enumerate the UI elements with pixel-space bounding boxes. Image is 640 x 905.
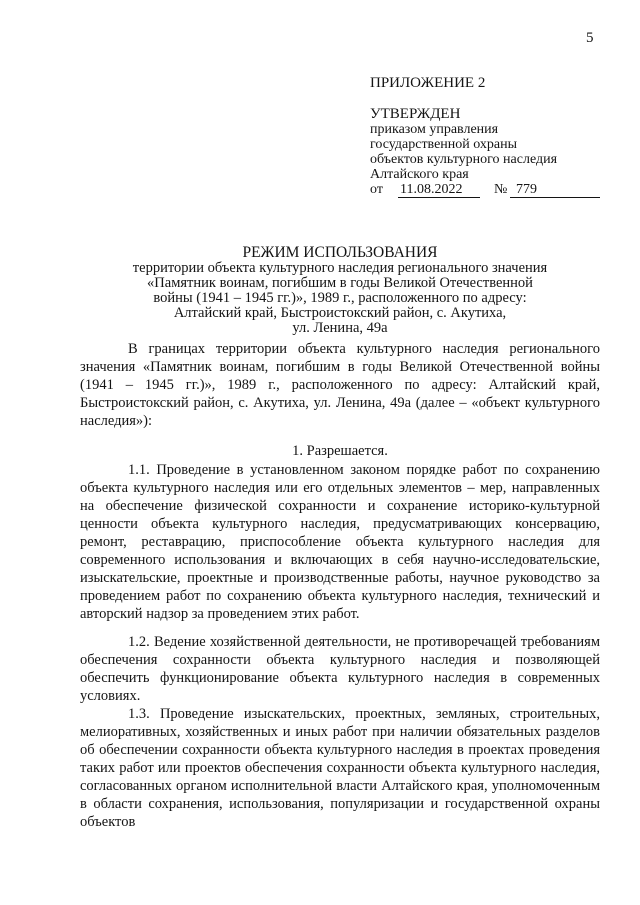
title-heading: РЕЖИМ ИСПОЛЬЗОВАНИЯ — [242, 244, 438, 261]
title-line: Алтайский край, Быстроистокский район, с. Акутиха, — [173, 305, 507, 321]
approval-line: объектов культурного наследия — [370, 152, 558, 167]
approved-label: УТВЕРЖДЕН — [370, 106, 461, 122]
from-label: от — [370, 182, 383, 197]
section-heading: 1. Разрешается. — [292, 443, 388, 459]
approval-line: Алтайского края — [370, 167, 469, 182]
paragraph-1-1: 1.1. Проведение в установленном законом порядке работ по сохранению объекта культурного наследия или его отдельных элементов – мер, направленных на обеспечение физической сохранности и сохранение историко-культурной ценности объекта культурного наследия, предусматривающих консервацию, ремонт, реставрацию, приспособление объекта культурного наследия для современного использования и включающих в себя научно-исследовательские, изыскательские, проектные и производственные работы, научное руководство за проведением работ по сохранению объекта культурного наследия, технический и авторский надзор за проведением этих работ. — [80, 462, 600, 622]
page-number: 5 — [586, 30, 594, 46]
number-label: № — [494, 182, 508, 197]
approval-line: приказом управления — [370, 122, 499, 137]
paragraph-1-3: 1.3. Проведение изыскательских, проектных, земляных, строительных, мелиоративных, хозяйственных и иных работ при наличии обязательных разделов об обеспечении сохранности объекта культурного наследия в проектах проведения таких работ или проектов обеспечения сохранности объекта культурного наследия, согласованных органом исполнительной власти Алтайского края, уполномоченным в области сохранения, использования, популяризации и государственной охраны объектов — [80, 706, 600, 830]
approval-block — [370, 76, 557, 200]
title-line: войны (1941 – 1945 гг.)», 1989 г., расположенного по адресу: — [153, 290, 527, 306]
intro-paragraph: В границах территории объекта культурного наследия регионального значения «Памятник воинам, погибшим в годы Великой Отечественной войны (1941 – 1945 гг.)», 1989 г., расположенного по адресу: Алтайский край, Быстроистокский район, с. Акутиха, ул. Ленина, 49а (далее – «объект культурного наследия»): — [80, 341, 600, 429]
order-date: 11.08.2022 — [398, 182, 480, 198]
order-number: 779 — [510, 182, 600, 198]
paragraph-1-2: 1.2. Ведение хозяйственной деятельности, не противоречащей требованиям обеспечения сохранности объекта культурного наследия и позволяющей обеспечить функционирование объекта культурного наследия в современных условиях. — [80, 634, 600, 704]
title-line: «Памятник воинам, погибшим в годы Великой Отечественной — [147, 275, 533, 291]
title-line: территории объекта культурного наследия регионального значения — [132, 260, 548, 276]
approval-line: государственной охраны — [370, 137, 518, 152]
appendix-label: ПРИЛОЖЕНИЕ 2 — [370, 75, 486, 91]
order-details — [370, 182, 557, 200]
title-line: ул. Ленина, 49а — [292, 320, 388, 336]
document-title — [80, 244, 600, 336]
